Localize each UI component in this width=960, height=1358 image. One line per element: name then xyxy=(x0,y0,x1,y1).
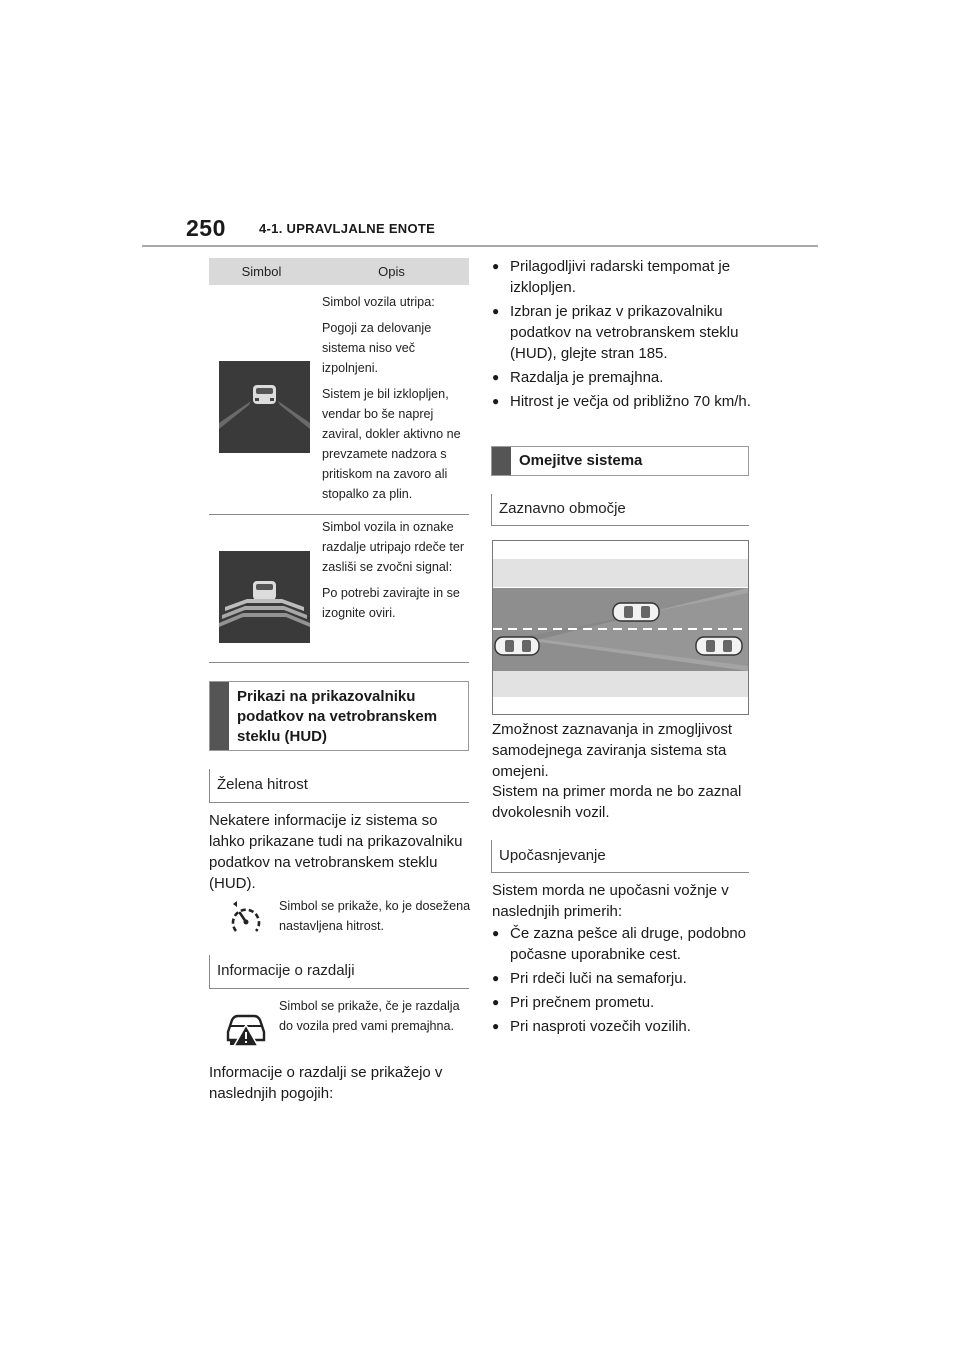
hud-intro-text: Nekatere informacije iz sistema so lahko prikazane tudi na prikazovalniku podatkov na vetrobranskem steklu (HUD). xyxy=(209,812,463,892)
subheading-marker xyxy=(209,955,210,988)
distance-conditions-list xyxy=(492,256,752,415)
subheading-marker xyxy=(491,494,492,525)
row-text: Po potrebi zavirajte in se izognite oviri. xyxy=(322,586,460,620)
subheading-marker xyxy=(491,840,492,872)
vehicle-symbol-blinking-icon xyxy=(219,361,310,453)
deceleration-intro: Sistem morda ne upočasni vožnje v naslednjih primerih: xyxy=(492,882,729,920)
car-icon xyxy=(495,637,539,655)
list-item: ● Razdalja je premajhna. xyxy=(492,367,752,388)
deceleration-heading: Upočasnjevanje xyxy=(499,847,606,864)
vehicle-distance-warning-icon xyxy=(219,551,310,643)
subheading-rule xyxy=(491,525,749,526)
list-item: ● Hitrost je večja od približno 70 km/h. xyxy=(492,391,752,412)
row-description xyxy=(322,292,470,510)
distance-conditions-text: Informacije o razdalji se prikažejo v naslednjih pogojih: xyxy=(209,1064,443,1102)
column-description: Opis xyxy=(378,264,405,279)
row-text: Sistem je bil izklopljen, vendar bo še naprej zaviral, dokler aktivno ne prevzamete nadzora s pritiskom na zavoro ali stopalko za plin. xyxy=(322,387,461,501)
row-text: Pogoji za delovanje sistema niso več izpolnjeni. xyxy=(322,321,432,375)
distance-note: Simbol se prikaže, če je razdalja do vozila pred vami premajhna. xyxy=(279,999,460,1033)
list-item: ● Izbran je prikaz v prikazovalniku podatkov na vetrobranskem steklu (HUD), glejte stran 185. xyxy=(492,301,752,364)
vehicle-warning-triangle-icon xyxy=(224,1008,268,1048)
section-bar xyxy=(492,447,511,475)
distance-info-heading: Informacije o razdalji xyxy=(217,962,355,979)
deceleration-cases-list xyxy=(492,923,752,1040)
subheading-marker xyxy=(209,769,210,802)
list-item: ● Pri nasproti vozečih vozilih. xyxy=(492,1016,752,1037)
list-item: ● Če zazna pešce ali druge, podobno počasne uporabnike cest. xyxy=(492,923,752,965)
symbol-table xyxy=(209,258,469,663)
row-text: Simbol vozila in oznake razdalje utripajo rdeče ter zasliši se zvočni signal: xyxy=(322,520,465,574)
row-text: Simbol vozila utripa: xyxy=(322,295,435,309)
section-label: Omejitve sistema xyxy=(519,452,643,469)
list-item: ● Pri prečnem prometu. xyxy=(492,992,752,1013)
list-item: ● Pri rdeči luči na semaforju. xyxy=(492,968,752,989)
radar-detection-zone-diagram xyxy=(492,540,749,715)
speedometer-icon xyxy=(228,898,264,938)
car-icon xyxy=(696,637,742,655)
section-title: 4-1. UPRAVLJALNE ENOTE xyxy=(259,221,436,236)
row-description xyxy=(322,517,470,629)
column-symbol: Simbol xyxy=(241,264,282,279)
table-row xyxy=(209,285,469,515)
subheading-rule xyxy=(491,872,749,873)
section-label: Prikazi na prikazovalniku podatkov na vetrobranskem steklu (HUD) xyxy=(237,688,438,745)
car-icon xyxy=(613,603,659,621)
speed-note: Simbol se prikaže, ko je dosežena nastavljena hitrost. xyxy=(279,899,471,933)
subheading-rule xyxy=(209,988,469,989)
subheading-rule xyxy=(209,802,469,803)
table-row xyxy=(209,515,469,663)
symbol-table-header xyxy=(209,258,469,285)
detection-text-2: Sistem na primer morda ne bo zaznal dvokolesnih vozil. xyxy=(492,783,742,821)
header-divider xyxy=(142,245,818,247)
limits-section-heading xyxy=(491,446,749,476)
desired-speed-heading: Želena hitrost xyxy=(217,776,308,793)
page-number: 250 xyxy=(186,215,226,241)
detection-zone-heading: Zaznavno območje xyxy=(499,500,626,517)
hud-section-heading xyxy=(209,681,469,751)
list-item: ● Prilagodljivi radarski tempomat je izklopljen. xyxy=(492,256,752,298)
section-bar xyxy=(210,682,229,750)
detection-text-1: Zmožnost zaznavanja in zmogljivost samodejnega zaviranja sistema sta omejeni. xyxy=(492,721,733,780)
